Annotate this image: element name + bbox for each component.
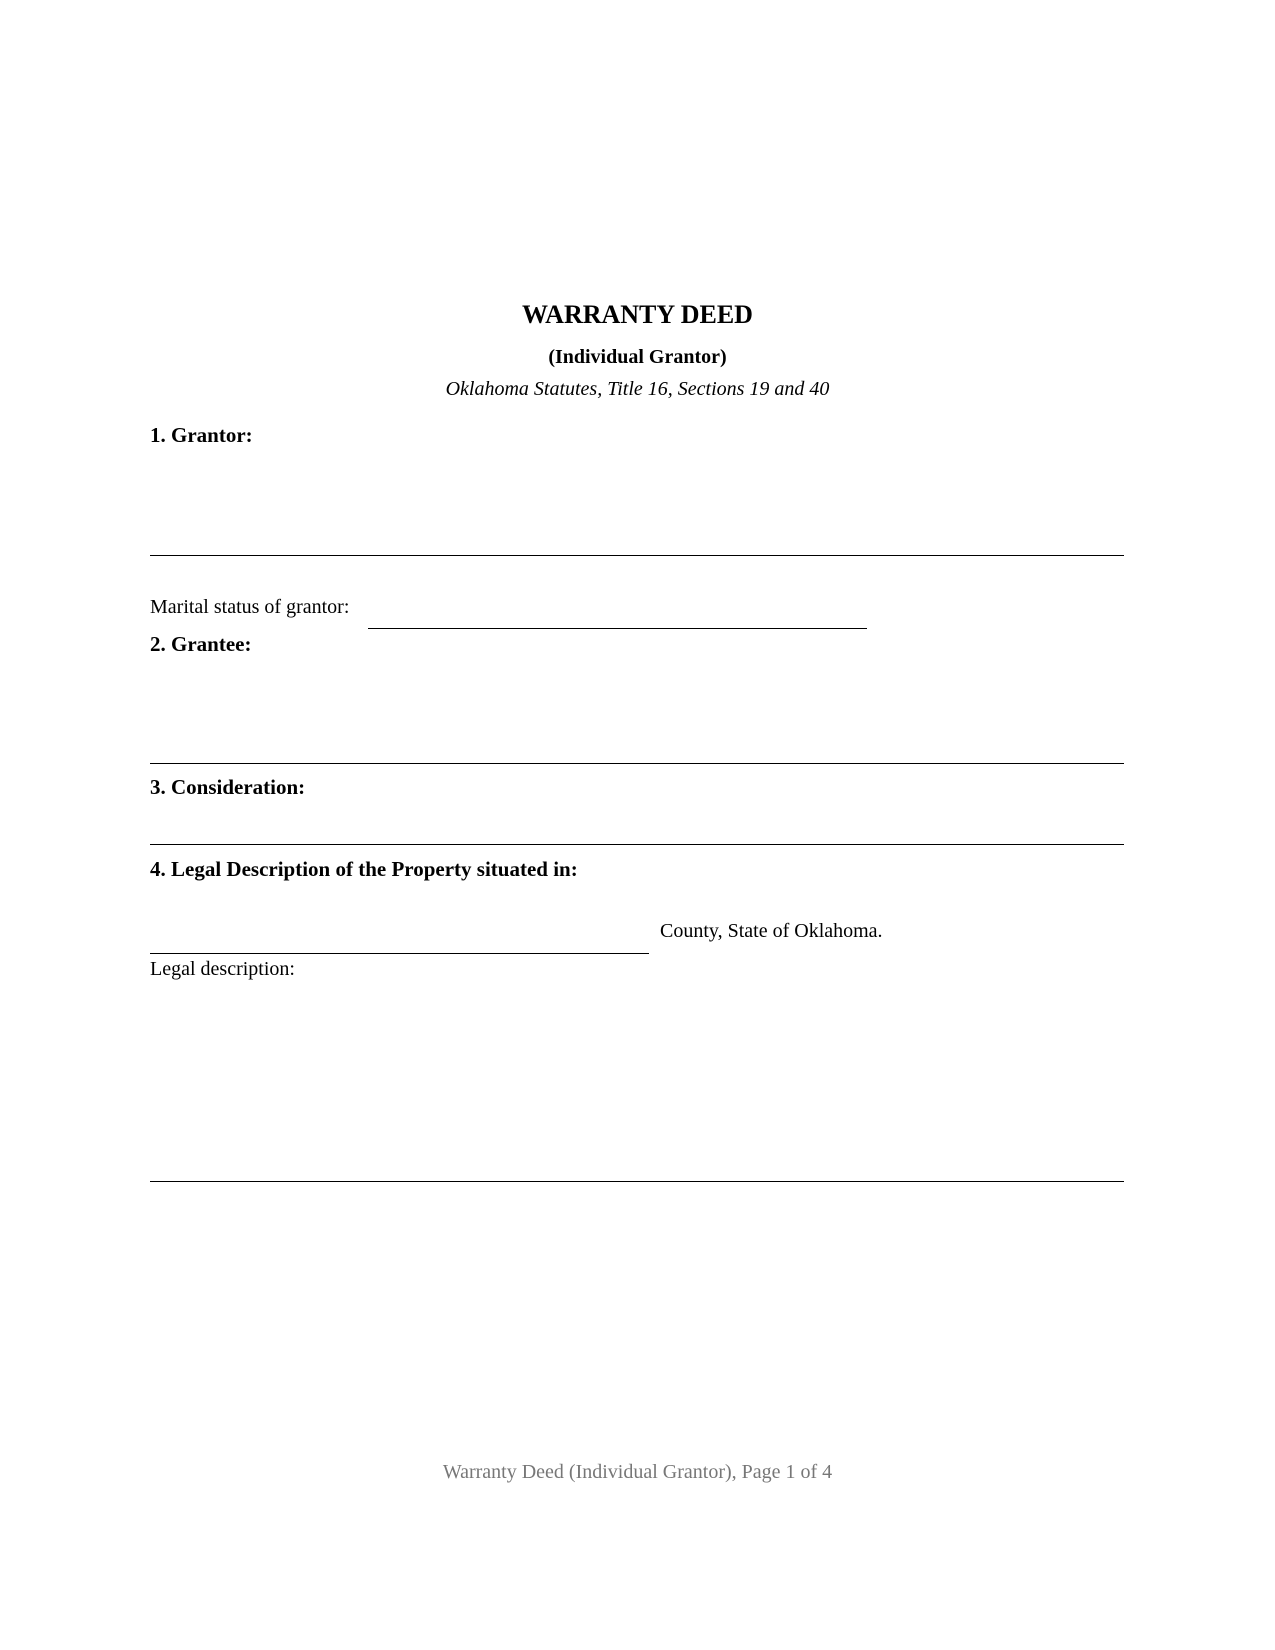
statute-reference: Oklahoma Statutes, Title 16, Sections 19 and 40 <box>445 378 830 400</box>
county-suffix: County, State of Oklahoma. <box>660 920 883 942</box>
marital-status-line[interactable] <box>368 628 867 629</box>
grantor-name-line[interactable] <box>150 555 1124 556</box>
marital-status-label: Marital status of grantor: <box>150 596 350 618</box>
consideration-line[interactable] <box>150 844 1124 845</box>
grantee-heading: 2. Grantee: <box>150 632 252 656</box>
consideration-heading: 3. Consideration: <box>150 775 306 799</box>
grantor-heading: 1. Grantor: <box>150 423 253 447</box>
legal-description-label: Legal description: <box>150 958 295 980</box>
legal-description-line[interactable] <box>150 1181 1124 1182</box>
grantee-name-line[interactable] <box>150 763 1124 764</box>
county-line[interactable] <box>150 953 649 954</box>
document-subtitle: (Individual Grantor) <box>548 346 727 368</box>
page-footer: Warranty Deed (Individual Grantor), Page 1 of 4 <box>442 1461 833 1483</box>
legal-description-heading: 4. Legal Description of the Property situated in: <box>150 857 578 881</box>
document-title: WARRANTY DEED <box>522 300 753 329</box>
